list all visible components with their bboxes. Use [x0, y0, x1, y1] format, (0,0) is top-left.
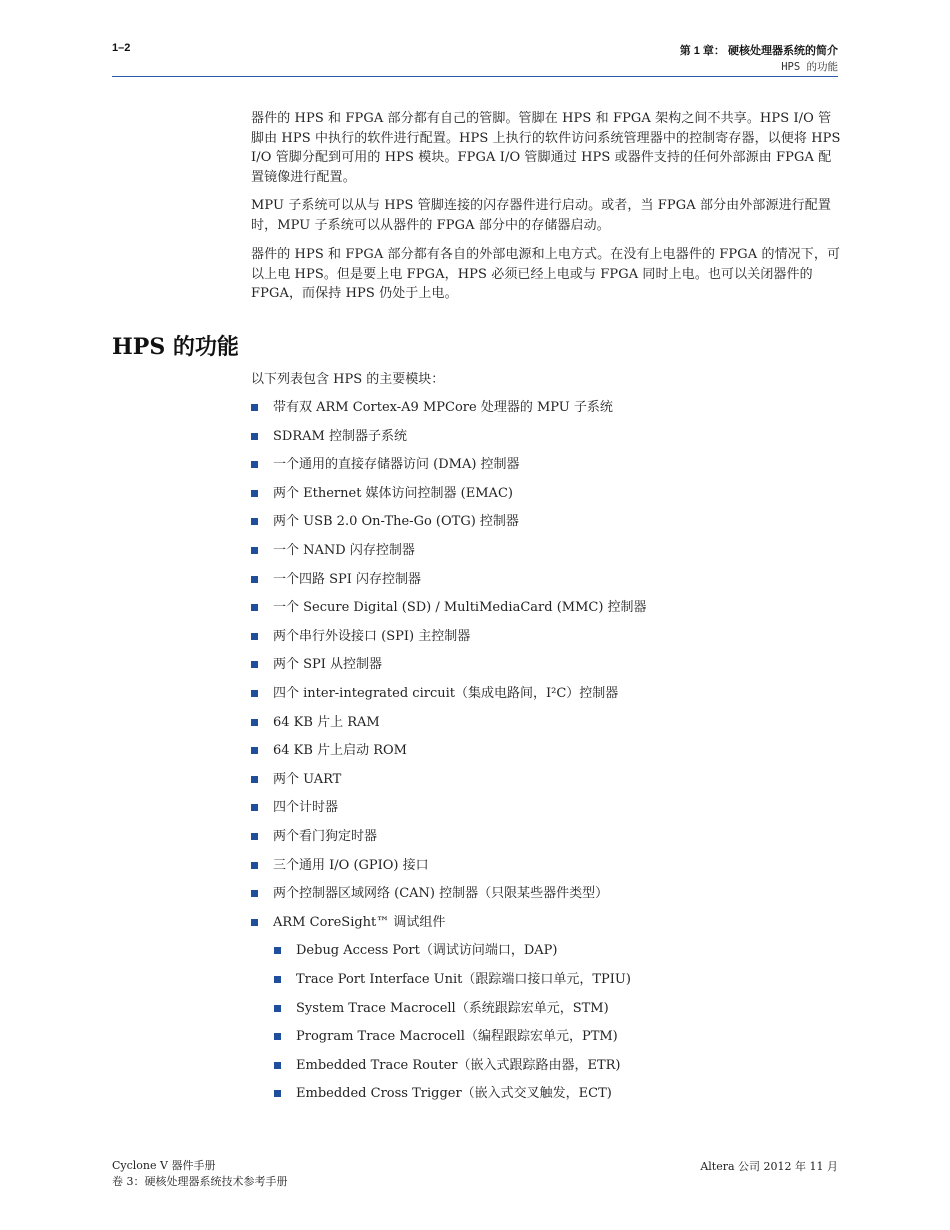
footer-left — [112, 1158, 288, 1190]
list-item-text: Debug Access Port（调试访问端口，DAP) — [296, 943, 558, 959]
square-bullet-icon — [251, 747, 258, 754]
list-item-text: 两个 UART — [273, 771, 342, 787]
square-bullet-icon — [274, 976, 281, 983]
volume-title: 卷 3：硬核处理器系统技术参考手册 — [112, 1175, 288, 1188]
list-item-text: 一个通用的直接存储器访问 (DMA) 控制器 — [273, 457, 520, 473]
list-item-text: 带有双 ARM Cortex-A9 MPCore 处理器的 MPU 子系统 — [273, 400, 613, 415]
list-item-text: SDRAM 控制器子系统 — [273, 428, 407, 444]
square-bullet-icon — [274, 1062, 281, 1069]
section-heading: HPS 的功能 — [112, 334, 239, 360]
square-bullet-icon — [251, 547, 258, 554]
list-item-text: System Trace Macrocell（系统跟踪宏单元，STM) — [296, 1000, 609, 1016]
chapter-title: 第 1 章： 硬核处理器系统的简介 — [679, 45, 838, 57]
square-bullet-icon — [274, 1033, 281, 1040]
list-item-text: Embedded Trace Router（嵌入式跟踪路由器，ETR) — [296, 1057, 621, 1073]
paragraph-pins: 器件的 HPS 和 FPGA 部分都有自己的管脚。管脚在 HPS 和 FPGA 架构之间不共享。HPS I/O 管脚由 HPS 中执行的软件进行配置。HPS 上执行的软件访问系统管理器中的控制寄存器，以便将 HPS I/O 管脚分配到可用的 HPS 模块。FPGA I/O 管脚通过 HPS 或器件支持的任何外部源由 FPGA 配置镜像进行配置。 — [251, 111, 841, 185]
list-item-text: 64 KB 片上启动 ROM — [273, 743, 407, 759]
square-bullet-icon — [251, 919, 258, 926]
footer-company-date: Altera 公司 2012 年 11 月 — [700, 1160, 838, 1173]
page-number: 1–2 — [112, 42, 131, 54]
running-section-title: HPS 的功能 — [781, 61, 838, 73]
square-bullet-icon — [251, 862, 258, 869]
square-bullet-icon — [251, 719, 258, 726]
handbook-title: Cyclone V 器件手册 — [112, 1159, 216, 1172]
square-bullet-icon — [251, 461, 258, 468]
list-item-text: ARM CoreSight™ 调试组件 — [273, 914, 446, 930]
square-bullet-icon — [251, 776, 258, 783]
list-item-text: 两个控制器区域网络 (CAN) 控制器（只限某些器件类型） — [273, 886, 609, 902]
square-bullet-icon — [251, 833, 258, 840]
square-bullet-icon — [251, 604, 258, 611]
list-item-text: 四个 inter-integrated circuit（集成电路间，I²C）控制器 — [273, 686, 619, 701]
list-item-text: 三个通用 I/O (GPIO) 接口 — [273, 857, 429, 873]
square-bullet-icon — [251, 890, 258, 897]
paragraph-boot: MPU 子系统可以从与 HPS 管脚连接的闪存器件进行启动。或者，当 FPGA 部分由外部源进行配置时，MPU 子系统可以从器件的 FPGA 部分中的存储器启动。 — [251, 198, 831, 233]
list-item-text: 两个 SPI 从控制器 — [273, 657, 383, 673]
list-item-text: 两个 Ethernet 媒体访问控制器 (EMAC) — [273, 485, 513, 501]
list-item-text: 两个看门狗定时器 — [273, 829, 378, 844]
header-rule — [112, 76, 838, 77]
list-item-text: 64 KB 片上 RAM — [273, 714, 380, 730]
paragraph-power: 器件的 HPS 和 FPGA 部分都有各自的外部电源和上电方式。在没有上电器件的 FPGA 的情况下，可以上电 HPS。但是要上电 FPGA，HPS 必须已经上电或与 FPGA 同时上电。也可以关闭器件的 FPGA，而保持 HPS 仍处于上电。 — [251, 247, 841, 301]
list-item-text: Embedded Cross Trigger（嵌入式交叉触发，ECT) — [296, 1086, 612, 1102]
list-item-text: 一个四路 SPI 闪存控制器 — [273, 571, 422, 587]
square-bullet-icon — [251, 576, 258, 583]
square-bullet-icon — [251, 433, 258, 440]
list-item-text: 一个 NAND 闪存控制器 — [273, 543, 415, 558]
list-item-text: 两个 USB 2.0 On-The-Go (OTG) 控制器 — [273, 514, 519, 530]
square-bullet-icon — [251, 518, 258, 525]
square-bullet-icon — [251, 633, 258, 640]
list-item-text: 四个计时器 — [273, 800, 339, 816]
list-intro: 以下列表包含 HPS 的主要模块： — [251, 372, 445, 387]
square-bullet-icon — [251, 661, 258, 668]
square-bullet-icon — [251, 404, 258, 411]
square-bullet-icon — [251, 804, 258, 811]
square-bullet-icon — [274, 1005, 281, 1012]
list-item-text: 两个串行外设接口 (SPI) 主控制器 — [273, 628, 471, 644]
square-bullet-icon — [274, 1090, 281, 1097]
list-item-text: 一个 Secure Digital (SD) / MultiMediaCard (MMC) 控制器 — [273, 600, 647, 616]
list-item-text: Program Trace Macrocell（编程跟踪宏单元，PTM) — [296, 1029, 618, 1045]
list-item-text: Trace Port Interface Unit（跟踪端口接口单元，TPIU) — [296, 972, 631, 987]
square-bullet-icon — [251, 690, 258, 697]
square-bullet-icon — [274, 947, 281, 954]
square-bullet-icon — [251, 490, 258, 497]
